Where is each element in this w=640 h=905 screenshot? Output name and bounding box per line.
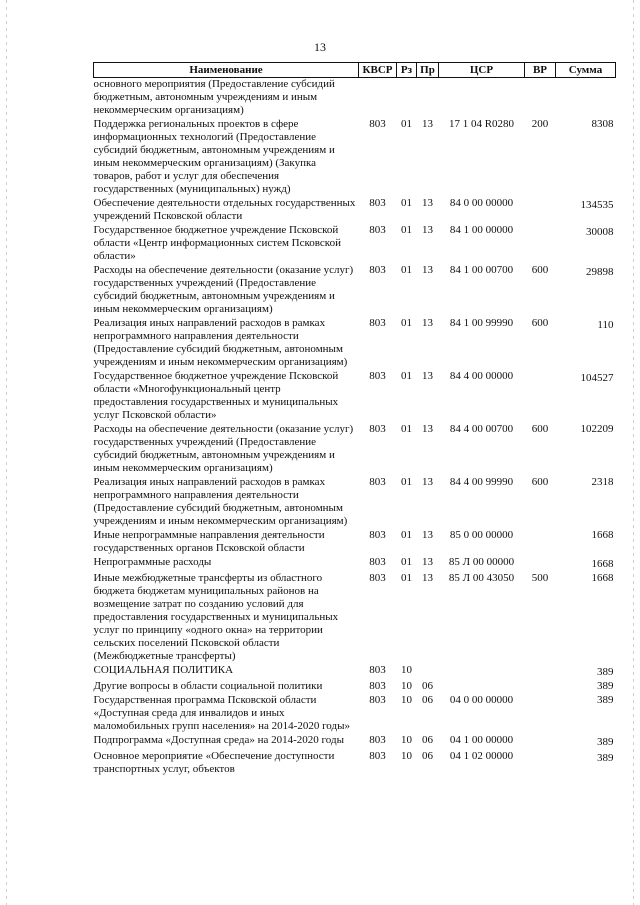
row-name: Поддержка региональных проектов в сфере информационных технологий (Предоставление субсидий бюджетным, автономным учреждениям и иным некоммерческим организациям) (Закупка товаров, работ и услуг для обеспечения государственных (муниципальных) нужд)	[93, 118, 335, 195]
row-vr	[525, 664, 556, 680]
row-rz: 01	[401, 529, 412, 541]
row-rz: 01	[401, 317, 412, 329]
row-kvsr: 803	[369, 264, 386, 276]
row-rz: 10	[401, 680, 412, 692]
scan-edge-right	[633, 0, 634, 905]
row-csr: 85 0 00 00000	[449, 529, 514, 541]
row-sum: 1668	[591, 529, 614, 541]
header-rz: Рз	[397, 63, 417, 78]
row-sum: 104527	[580, 372, 614, 384]
row-pr: 06	[422, 734, 433, 746]
row-name: Другие вопросы в области социальной политики	[93, 680, 323, 692]
row-pr: 13	[422, 476, 433, 488]
row-name: Расходы на обеспечение деятельности (оказание услуг) государственных учреждений (Предоставление субсидий бюджетным, автономным учреждениям и иным некоммерческим организациям)	[93, 264, 354, 315]
row-rz: 01	[401, 370, 412, 382]
row-rz: 10	[401, 750, 412, 762]
row-name: Реализация иных направлений расходов в рамках непрограммного направления деятельности (Предоставление субсидий бюджетным, автономным учреждениям и иным некоммерческим организациям)	[93, 476, 348, 527]
row-csr: 84 1 00 00700	[449, 264, 514, 276]
scan-edge-left	[6, 0, 7, 905]
row-pr: 06	[422, 694, 433, 706]
row-csr: 85 Л 00 00000	[448, 556, 515, 568]
table-row	[94, 680, 616, 694]
row-kvsr: 803	[369, 572, 386, 584]
row-sum: 1668	[591, 558, 614, 570]
table-row	[94, 317, 616, 370]
row-csr: 17 1 04 R0280	[448, 118, 515, 130]
row-sum: 110	[597, 319, 614, 331]
row-pr: 06	[422, 750, 433, 762]
row-name: основного мероприятия (Предоставление субсидий бюджетным, автономным учреждениям и иным некоммерческим организациям)	[93, 78, 335, 116]
row-pr: 13	[422, 572, 433, 584]
row-vr: 600	[531, 476, 549, 488]
row-pr: 13	[422, 224, 433, 236]
row-kvsr: 803	[369, 529, 386, 541]
row-csr: 84 1 00 99990	[449, 317, 514, 329]
row-pr: 13	[422, 556, 433, 568]
header-name: Наименование	[94, 63, 359, 78]
table-row	[94, 264, 616, 317]
row-sum: 30008	[586, 226, 614, 238]
row-vr: 600	[531, 264, 549, 276]
row-rz: 10	[401, 694, 412, 706]
table-row	[94, 556, 616, 572]
table-row	[94, 118, 616, 197]
page-number: 13	[314, 40, 326, 54]
row-csr: 84 4 00 00700	[449, 423, 514, 435]
row-kvsr: 803	[369, 694, 386, 706]
table-row	[94, 529, 616, 556]
row-name: Иные непрограммные направления деятельности государственных органов Псковской области	[93, 529, 325, 554]
row-sum: 102209	[580, 423, 614, 435]
row-csr: 84 0 00 00000	[449, 197, 514, 209]
row-rz: 01	[401, 264, 412, 276]
row-kvsr: 803	[369, 556, 386, 568]
header-kvsr: КВСР	[359, 63, 397, 78]
table-row	[94, 197, 616, 224]
row-kvsr: 803	[369, 476, 386, 488]
header-csr: ЦСР	[439, 63, 525, 78]
row-csr: 85 Л 00 43050	[448, 572, 515, 584]
row-sum: 389	[597, 694, 614, 706]
row-vr	[525, 694, 556, 734]
row-name: Подпрограмма «Доступная среда» на 2014-2020 годы	[93, 734, 344, 746]
row-rz	[397, 78, 417, 119]
row-sum: 8308	[591, 118, 614, 130]
row-kvsr: 803	[369, 423, 386, 435]
row-vr	[525, 197, 556, 224]
row-name: Государственная программа Псковской области «Доступная среда для инвалидов и иных маломобильных групп населения» на 2014-2020 годы»	[93, 694, 350, 732]
table-body	[94, 78, 616, 778]
row-csr: 84 4 00 99990	[449, 476, 514, 488]
table-header-row	[94, 63, 616, 78]
row-csr: 04 1 02 00000	[449, 750, 514, 762]
row-sum: 389	[597, 736, 614, 748]
row-name: СОЦИАЛЬНАЯ ПОЛИТИКА	[93, 664, 234, 676]
row-vr	[525, 556, 556, 572]
row-csr	[439, 78, 525, 119]
row-vr: 600	[531, 423, 549, 435]
row-kvsr: 803	[369, 734, 386, 746]
row-pr: 13	[422, 118, 433, 130]
row-pr: 13	[422, 370, 433, 382]
row-vr	[525, 750, 556, 777]
row-kvsr	[359, 78, 397, 119]
row-rz: 01	[401, 572, 412, 584]
row-sum: 389	[597, 680, 614, 692]
row-sum	[556, 78, 616, 119]
row-kvsr: 803	[369, 680, 386, 692]
row-sum: 2318	[591, 476, 614, 488]
row-vr: 500	[531, 572, 549, 584]
table-row	[94, 734, 616, 750]
row-kvsr: 803	[369, 664, 386, 676]
table-row	[94, 750, 616, 777]
header-sum: Сумма	[556, 63, 616, 78]
table-row	[94, 694, 616, 734]
row-name: Государственное бюджетное учреждение Псковской области «Многофункциональный центр предоставления государственных и муниципальных услуг Псковской области»	[93, 370, 339, 421]
row-sum: 29898	[586, 266, 614, 278]
row-rz: 01	[401, 476, 412, 488]
row-kvsr: 803	[369, 317, 386, 329]
budget-table	[93, 62, 616, 777]
row-csr	[439, 664, 525, 680]
row-pr: 13	[422, 264, 433, 276]
row-vr	[525, 78, 556, 119]
row-rz: 10	[401, 664, 412, 676]
table-row	[94, 476, 616, 529]
table-row	[94, 78, 616, 119]
row-vr	[525, 734, 556, 750]
row-kvsr: 803	[369, 750, 386, 762]
row-rz: 01	[401, 118, 412, 130]
row-pr: 06	[422, 680, 433, 692]
row-name: Реализация иных направлений расходов в рамках непрограммного направления деятельности (Предоставление субсидий бюджетным, автономным учреждениям и иным некоммерческим организациям)	[93, 317, 348, 368]
row-pr	[417, 78, 439, 119]
row-rz: 10	[401, 734, 412, 746]
row-name: Иные межбюджетные трансферты из областного бюджета бюджетам муниципальных районов на возмещение затрат по созданию условий для предоставления государственных и муниципальных услуг по принципу «одного окна» на территории сельских поселений Псковской области (Межбюджетные трансферты)	[93, 572, 339, 662]
row-rz: 01	[401, 423, 412, 435]
row-name: Государственное бюджетное учреждение Псковской области «Центр информационных систем Псковской области»	[93, 224, 341, 262]
header-vr: ВР	[525, 63, 556, 78]
row-csr: 04 0 00 00000	[449, 694, 514, 706]
row-vr	[525, 370, 556, 423]
row-pr: 13	[422, 423, 433, 435]
row-name: Основное мероприятие «Обеспечение доступности транспортных услуг, объектов	[93, 750, 335, 775]
row-name: Непрограммные расходы	[93, 556, 212, 568]
row-name: Обеспечение деятельности отдельных государственных учреждений Псковской области	[93, 197, 356, 222]
row-kvsr: 803	[369, 118, 386, 130]
row-rz: 01	[401, 224, 412, 236]
row-vr: 600	[531, 317, 549, 329]
row-csr: 04 1 00 00000	[449, 734, 514, 746]
row-kvsr: 803	[369, 197, 386, 209]
row-vr	[525, 680, 556, 694]
table-row	[94, 224, 616, 264]
row-csr	[439, 680, 525, 694]
row-csr: 84 1 00 00000	[449, 224, 514, 236]
row-csr: 84 4 00 00000	[449, 370, 514, 382]
row-vr: 200	[531, 118, 549, 130]
row-sum: 134535	[580, 199, 614, 211]
row-sum: 389	[597, 752, 614, 764]
table-row	[94, 664, 616, 680]
row-rz: 01	[401, 197, 412, 209]
row-pr	[417, 664, 439, 680]
row-pr: 13	[422, 529, 433, 541]
row-name: Расходы на обеспечение деятельности (оказание услуг) государственных учреждений (Предоставление субсидий бюджетным, автономным учреждениям и иным некоммерческим организациям)	[93, 423, 354, 474]
table-row	[94, 572, 616, 664]
row-vr	[525, 529, 556, 556]
row-sum: 389	[597, 666, 614, 678]
row-rz: 01	[401, 556, 412, 568]
row-kvsr: 803	[369, 224, 386, 236]
row-pr: 13	[422, 317, 433, 329]
row-sum: 1668	[591, 572, 614, 584]
header-pr: Пр	[417, 63, 439, 78]
table-row	[94, 423, 616, 476]
row-kvsr: 803	[369, 370, 386, 382]
table-row	[94, 370, 616, 423]
row-pr: 13	[422, 197, 433, 209]
row-vr	[525, 224, 556, 264]
